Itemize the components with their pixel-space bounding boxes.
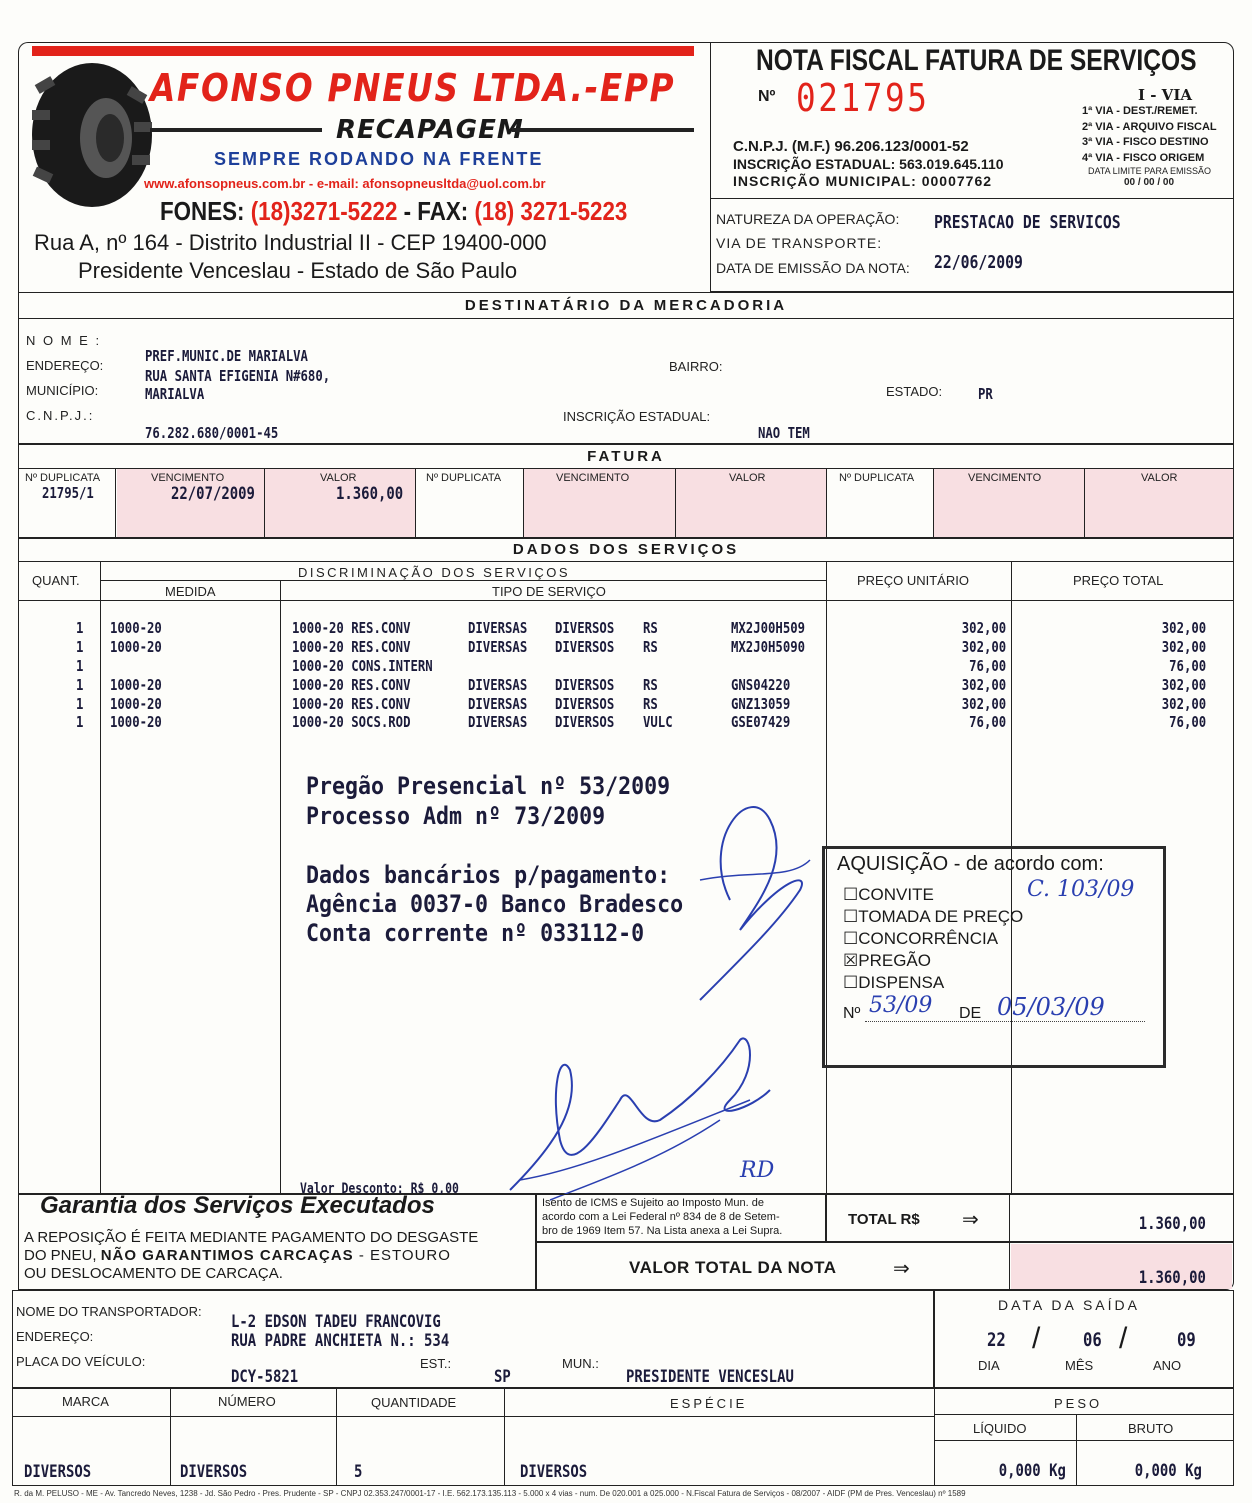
checkbox-icon: ☐ — [843, 929, 859, 948]
row-col1: DIVERSAS — [468, 638, 528, 656]
fatura-col — [1084, 468, 1085, 538]
row-unit: 302,00 — [961, 676, 1006, 694]
saida-mes: 06 — [1083, 1329, 1102, 1351]
fax-value: (18) 3271-5223 — [474, 196, 628, 226]
natureza-value: PRESTACAO DE SERVICOS — [934, 212, 1121, 233]
company-subtitle: RECAPAGEM — [336, 115, 524, 145]
row-total: 302,00 — [1161, 619, 1206, 637]
preco-unit-label: PREÇO UNITÁRIO — [857, 573, 969, 588]
peso-label: PESO — [1054, 1396, 1103, 1411]
row-medida: 1000-20 — [110, 676, 162, 694]
row-col3: RS — [643, 676, 658, 694]
servicos-divider — [18, 561, 1234, 562]
via-transporte-label: VIA DE TRANSPORTE: — [716, 235, 883, 251]
ano-label: ANO — [1153, 1358, 1182, 1373]
row-quant: 1 — [76, 638, 84, 656]
row-col3: RS — [643, 619, 658, 637]
peso-sub-line — [934, 1440, 1234, 1441]
medida-label: MEDIDA — [165, 584, 216, 599]
company-name: AFONSO PNEUS LTDA.-EPP — [150, 66, 676, 110]
row-quant: 1 — [76, 657, 84, 675]
total-divider — [1009, 1194, 1010, 1242]
bairro-label: BAIRRO: — [669, 359, 723, 374]
row-tipo: 1000-20 RES.CONV — [292, 619, 411, 637]
red-top-bar — [32, 46, 694, 56]
fatura-h-dup1: Nº DUPLICATA — [25, 472, 101, 484]
row-col2: DIVERSOS — [555, 695, 615, 713]
stamp-title: AQUISIÇÃO - de acordo com: — [837, 853, 1104, 875]
peso-header-line — [934, 1414, 1234, 1415]
phones-value: (18)3271-5222 — [250, 196, 398, 226]
fatura-h-venc1: VENCIMENTO — [151, 472, 225, 484]
fatura-col — [523, 468, 524, 538]
ie-label: INSCRIÇÃO ESTADUAL: — [563, 409, 711, 424]
fatura-col — [826, 468, 827, 538]
stamp-handwritten: C. 103/09 — [1027, 877, 1135, 902]
mes-label: MÊS — [1065, 1358, 1094, 1373]
row-tipo: 1000-20 RES.CONV — [292, 695, 411, 713]
arrow-icon: ⇒ — [962, 1209, 979, 1231]
row-unit: 302,00 — [961, 638, 1006, 656]
row-total: 302,00 — [1161, 676, 1206, 694]
municipio-label: MUNICÍPIO: — [26, 383, 99, 398]
nf-cnpj: C.N.P.J. (M.F.) 96.206.123/0001-52 — [733, 138, 969, 155]
garantia-line-1: A REPOSIÇÃO É FEITA MEDIANTE PAGAMENTO DO DESGASTE — [24, 1229, 479, 1246]
row-medida: 1000-20 — [110, 713, 162, 731]
printer-footer: R. da M. PELUSO - ME - Av. Tancredo Neves, 1238 - Jd. São Pedro - Pres. Prudente - SP - CNPJ 02.353.247/0001-17 - I.E. 562.173.135.113 - 5.000 x 4 vias - num. De 020.001 a 025.000 - N.Fiscal Fatura de Serviços - 08/2007 - AIDF (PM de Pres. Venceslau) nº 1589 — [14, 1489, 966, 1498]
row-serie: GNS04220 — [731, 676, 791, 694]
note-processo: Processo Adm nº 73/2009 — [306, 802, 606, 830]
row-medida: 1000-20 — [110, 619, 162, 637]
fatura-h-valor3: VALOR — [1141, 472, 1178, 484]
dest-estado: PR — [978, 385, 993, 403]
garantia-line-3: OU DESLOCAMENTO DE CARCAÇA. — [24, 1265, 283, 1282]
data-limite-label: DATA LIMITE PARA EMISSÃO — [1088, 166, 1212, 176]
company-address-1: Rua A, nº 164 - Distrito Industrial II - CEP 19400-000 — [34, 230, 547, 255]
stamp-opt-tomada — [843, 907, 1023, 927]
garantia-line-2c: - ESTOURO — [353, 1247, 451, 1264]
company-address-2: Presidente Venceslau - Estado de São Paulo — [78, 258, 518, 283]
company-phones-line — [160, 196, 627, 227]
row-col2: DIVERSOS — [555, 638, 615, 656]
row-serie: GNZ13059 — [731, 695, 791, 713]
row-col1: DIVERSAS — [468, 619, 528, 637]
transportador-placa-label: PLACA DO VEÍCULO: — [16, 1354, 146, 1369]
stamp-opt-convite — [843, 885, 934, 905]
garantia-line-2b: NÃO GARANTIMOS CARCAÇAS — [100, 1247, 354, 1264]
valor-desconto: Valor Desconto: R$ 0,00 — [300, 1181, 459, 1197]
rule-right — [512, 128, 694, 132]
servicos-subdivider — [100, 580, 826, 581]
valor-total-divider — [1009, 1242, 1010, 1290]
nf-number-label: Nº — [758, 88, 776, 105]
fatura-h-dup2: Nº DUPLICATA — [426, 472, 502, 484]
nf-title: NOTA FISCAL FATURA DE SERVIÇOS — [756, 44, 1197, 77]
stamp-option-label: DISPENSA — [858, 973, 945, 992]
nf-im: INSCRIÇÃO MUNICIPAL: 00007762 — [733, 173, 993, 189]
saida-ano: 09 — [1177, 1329, 1196, 1351]
stamp-opt-dispensa — [843, 973, 944, 993]
destinatario-title: DESTINATÁRIO DA MERCADORIA — [464, 297, 788, 314]
row-unit: 76,00 — [968, 657, 1006, 675]
row-total: 76,00 — [1168, 713, 1206, 731]
volume-marca: DIVERSOS — [24, 1462, 92, 1482]
destinatario-divider — [18, 318, 1234, 319]
row-serie: MX2J00H509 — [731, 619, 806, 637]
dest-endereco: RUA SANTA EFIGENIA N#680, — [145, 367, 331, 385]
row-unit: 76,00 — [968, 713, 1006, 731]
liquido-label: LÍQUIDO — [973, 1421, 1027, 1436]
row-total: 302,00 — [1161, 638, 1206, 656]
bruto-label: BRUTO — [1128, 1421, 1174, 1436]
header-divider — [710, 198, 1234, 199]
arrow-icon: ⇒ — [893, 1258, 910, 1280]
volumes-col — [1076, 1414, 1077, 1486]
volume-quantidade: 5 — [354, 1462, 363, 1482]
stamp-de-label: DE — [959, 1005, 982, 1022]
row-tipo: 1000-20 SOCS.ROD — [292, 713, 411, 731]
dest-municipio: MARIALVA — [145, 385, 205, 403]
fatura-h-venc3: VENCIMENTO — [968, 472, 1042, 484]
volumes-col — [336, 1388, 337, 1486]
note-conta: Conta corrente nº 033112-0 — [306, 919, 645, 947]
via-list — [1082, 104, 1217, 166]
stamp-opt-concorrencia — [843, 929, 998, 949]
transportador-nome-label: NOME DO TRANSPORTADOR: — [16, 1304, 202, 1319]
total-value: 1.360,00 — [1138, 1214, 1206, 1234]
transportador-mun-label: MUN.: — [562, 1356, 599, 1371]
fatura-duplicata: 21795/1 — [42, 484, 94, 502]
via-label: I - VIA — [1138, 86, 1192, 104]
note-dados-bancarios: Dados bancários p/pagamento: — [306, 861, 671, 889]
row-total: 76,00 — [1168, 657, 1206, 675]
valor-total-label: VALOR TOTAL DA NOTA — [629, 1258, 837, 1277]
row-col3: RS — [643, 638, 658, 656]
row-tipo: 1000-20 CONS.INTERN — [292, 657, 433, 675]
row-quant: 1 — [76, 695, 84, 713]
volumes-col — [170, 1388, 171, 1486]
dest-nome: PREF.MUNIC.DE MARIALVA — [145, 347, 308, 365]
isento-line-1: Isento de ICMS e Sujeito ao Imposto Mun. de — [542, 1197, 764, 1209]
fatura-title: FATURA — [587, 448, 665, 465]
data-limite-value: 00 / 00 / 00 — [1124, 177, 1175, 188]
volumes-col — [504, 1388, 505, 1486]
fatura-h-dup3: Nº DUPLICATA — [839, 472, 915, 484]
discriminacao-label: DISCRIMINAÇÃO DOS SERVIÇOS — [298, 565, 571, 580]
quantidade-label: QUANTIDADE — [371, 1395, 457, 1410]
row-tipo: 1000-20 RES.CONV — [292, 676, 411, 694]
tipo-label: TIPO DE SERVIÇO — [492, 584, 606, 599]
fatura-h-valor1: VALOR — [320, 472, 357, 484]
isento-text — [542, 1196, 782, 1238]
row-total: 302,00 — [1161, 695, 1206, 713]
row-unit: 302,00 — [961, 619, 1006, 637]
tire-logo-icon — [28, 60, 156, 210]
row-serie: GSE07429 — [731, 713, 791, 731]
stamp-no-value: 53/09 — [869, 993, 933, 1018]
valor-total-value: 1.360,00 — [1138, 1268, 1206, 1288]
row-serie: MX2J0H5090 — [731, 638, 806, 656]
row-quant: 1 — [76, 619, 84, 637]
dest-ie: NAO TEM — [758, 424, 810, 442]
nf-number: 021795 — [796, 76, 930, 120]
via-1: 1ª VIA - DEST./REMET. — [1082, 105, 1198, 117]
transportador-nome: L-2 EDSON TADEU FRANCOVIG — [231, 1312, 441, 1332]
fatura-col — [115, 468, 116, 538]
volumes-col — [934, 1388, 935, 1486]
signature-scribble-top — [660, 780, 820, 1010]
via-2: 2ª VIA - ARQUIVO FISCAL — [1082, 120, 1217, 133]
stamp-opt-pregao — [843, 951, 931, 971]
fatura-h-venc2: VENCIMENTO — [556, 472, 630, 484]
stamp-underline — [865, 1021, 1145, 1022]
row-col3: RS — [643, 695, 658, 713]
natureza-label: NATUREZA DA OPERAÇÃO: — [716, 211, 900, 227]
servicos-header-bottom — [18, 600, 1234, 601]
quant-label: QUANT. — [32, 573, 80, 588]
preco-total-label: PREÇO TOTAL — [1073, 573, 1164, 588]
total-label: TOTAL R$ — [848, 1211, 920, 1228]
checked-box-icon: ☒ — [843, 951, 859, 970]
endereco-label: ENDEREÇO: — [26, 358, 104, 373]
volumes-header-line — [12, 1416, 934, 1417]
col-quant — [100, 561, 101, 1194]
numero-label: NÚMERO — [218, 1394, 276, 1409]
stamp-no-label: Nº — [843, 1005, 861, 1022]
note-agencia: Agência 0037-0 Banco Bradesco — [306, 890, 684, 918]
checkbox-icon: ☐ — [843, 907, 859, 926]
col-medida — [280, 580, 281, 1194]
especie-label: ESPÉCIE — [670, 1396, 748, 1411]
row-medida: 1000-20 — [110, 695, 162, 713]
fatura-col — [675, 468, 676, 538]
data-saida-label: DATA DA SAÍDA — [998, 1297, 1140, 1313]
transportador-endereco-label: ENDEREÇO: — [16, 1329, 94, 1344]
row-quant: 1 — [76, 713, 84, 731]
row-tipo: 1000-20 RES.CONV — [292, 638, 411, 656]
garantia-text — [24, 1229, 478, 1283]
garantia-line-2 — [24, 1247, 478, 1265]
date-slash: / — [1032, 1322, 1041, 1355]
row-col1: DIVERSAS — [468, 713, 528, 731]
servicos-title: DADOS DOS SERVIÇOS — [512, 541, 740, 558]
fatura-col — [264, 468, 265, 538]
isento-line-2: acordo com a Lei Federal nº 834 de 8 de Setem- — [542, 1211, 780, 1223]
stamp-option-label: CONCORRÊNCIA — [858, 929, 999, 948]
date-slash: / — [1119, 1322, 1128, 1355]
company-web-email: www.afonsopneus.com.br - e-mail: afonsopneusltda@uol.com.br — [144, 176, 546, 191]
fatura-vencimento: 22/07/2009 — [171, 484, 255, 504]
nome-label: N O M E : — [26, 333, 102, 348]
rule-left — [150, 128, 322, 132]
dest-cnpj: 76.282.680/0001-45 — [145, 424, 279, 442]
garantia-line-2a: DO PNEU, — [24, 1247, 101, 1264]
aquisicao-stamp — [822, 846, 1166, 1068]
isento-line-3: bro de 1969 Item 57. Na Lista anexa a Lei Supra. — [542, 1225, 783, 1237]
row-quant: 1 — [76, 676, 84, 694]
data-emissao-value: 22/06/2009 — [934, 252, 1023, 273]
transportador-est-label: EST.: — [420, 1356, 452, 1371]
checkbox-icon: ☐ — [843, 973, 859, 992]
transportador-est: SP — [494, 1367, 511, 1387]
signature-main — [490, 1030, 790, 1210]
stamp-option-label: CONVITE — [858, 885, 934, 904]
nf-ie: INSCRIÇÃO ESTADUAL: 563.019.645.110 — [733, 156, 1004, 172]
checkbox-icon: ☐ — [843, 885, 859, 904]
fax-label: - FAX: — [403, 196, 469, 226]
via-3: 3ª VIA - FISCO DESTINO — [1082, 136, 1209, 148]
volume-numero: DIVERSOS — [180, 1462, 248, 1482]
row-unit: 302,00 — [961, 695, 1006, 713]
rd-initials: RD — [740, 1158, 775, 1183]
row-col1: DIVERSAS — [468, 695, 528, 713]
fatura-h-valor2: VALOR — [729, 472, 766, 484]
volume-especie: DIVERSOS — [520, 1462, 588, 1482]
via-4: 4ª VIA - FISCO ORIGEM — [1082, 151, 1205, 164]
peso-liquido: 0,000 Kg — [998, 1461, 1066, 1481]
peso-bruto: 0,000 Kg — [1134, 1461, 1202, 1481]
company-slogan: SEMPRE RODANDO NA FRENTE — [214, 149, 544, 169]
row-col3: VULC — [643, 713, 673, 731]
row-col2: DIVERSOS — [555, 713, 615, 731]
saida-dia: 22 — [987, 1329, 1006, 1351]
data-emissao-label: DATA DE EMISSÃO DA NOTA: — [716, 260, 910, 276]
stamp-option-label: PREGÃO — [858, 951, 931, 970]
estado-label: ESTADO: — [886, 384, 943, 399]
row-medida: 1000-20 — [110, 638, 162, 656]
transportador-endereco: RUA PADRE ANCHIETA N.: 534 — [231, 1331, 450, 1351]
fatura-col — [933, 468, 934, 538]
marca-label: MARCA — [62, 1394, 109, 1409]
dia-label: DIA — [978, 1358, 1000, 1373]
phones-label: FONES: — [160, 196, 245, 226]
cnpj-label: C.N.P.J.: — [26, 408, 95, 423]
row-col1: DIVERSAS — [468, 676, 528, 694]
transportador-mun: PRESIDENTE VENCESLAU — [626, 1367, 794, 1387]
stamp-de-value: 05/03/09 — [997, 993, 1105, 1021]
garantia-title: Garantia dos Serviços Executados — [40, 1192, 435, 1219]
note-pregao: Pregão Presencial nº 53/2009 — [306, 772, 671, 800]
transportador-placa: DCY-5821 — [231, 1367, 299, 1387]
row-col2: DIVERSOS — [555, 676, 615, 694]
fatura-valor: 1.360,00 — [336, 484, 404, 504]
fatura-col — [415, 468, 416, 538]
stamp-option-label: TOMADA DE PREÇO — [858, 907, 1024, 926]
row-col2: DIVERSOS — [555, 619, 615, 637]
